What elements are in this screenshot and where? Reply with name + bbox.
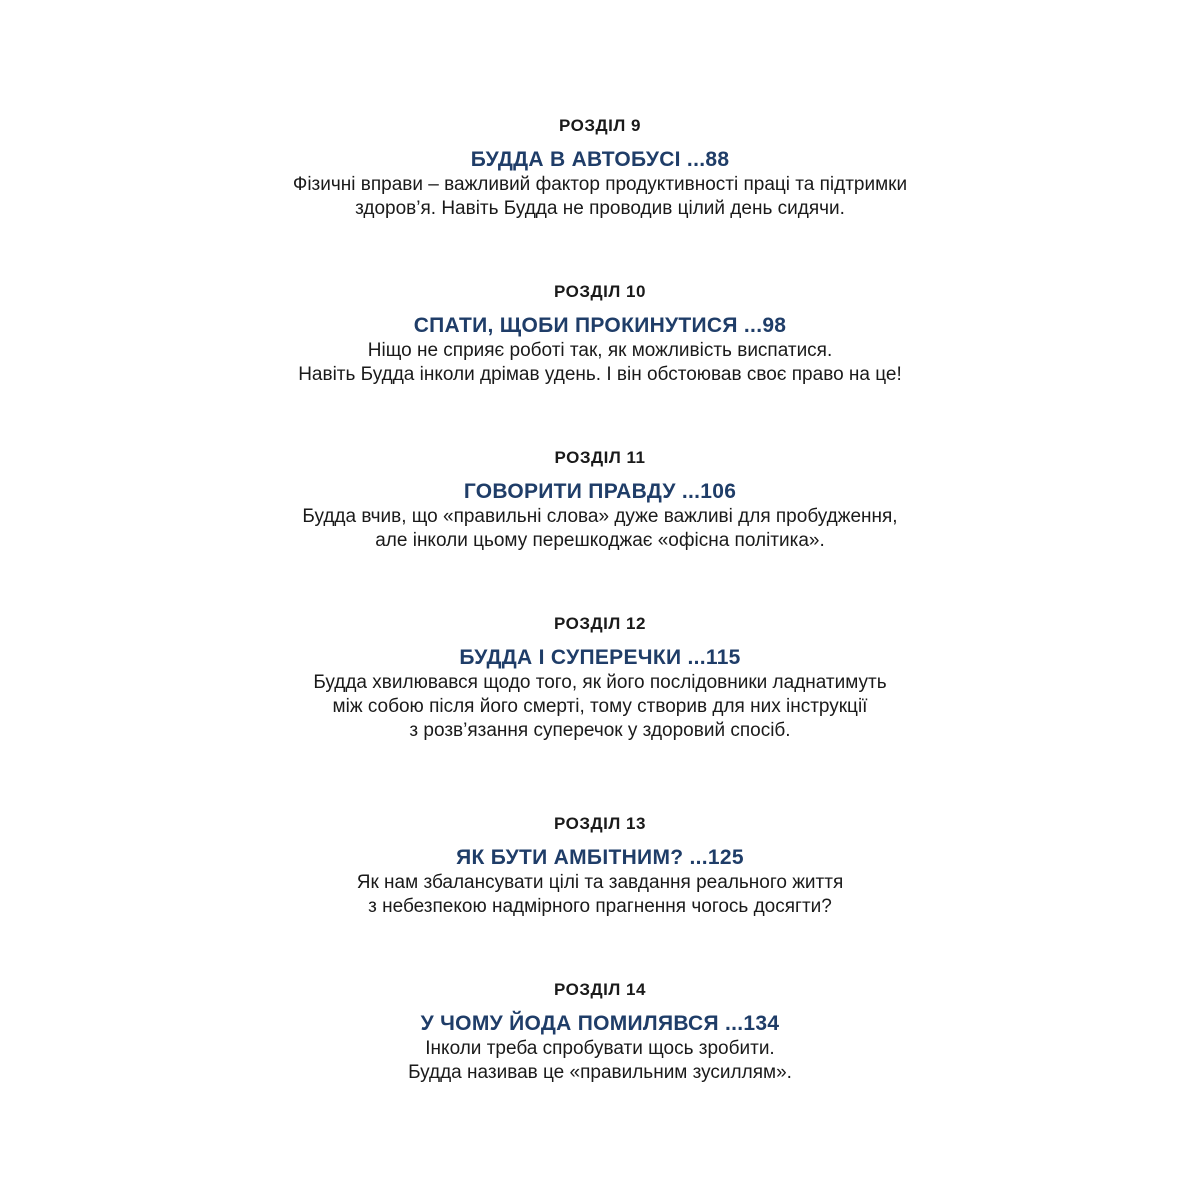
chapter-description	[0, 671, 1200, 743]
chapter-entry-13	[0, 812, 1200, 919]
chapter-title-link[interactable]: ЯК БУТИ АМБІТНИМ? ...125	[456, 846, 744, 869]
description-line: Будда хвилювався щодо того, як його послідовники ладнатимуть	[313, 672, 887, 693]
description-line: з розв’язання суперечок у здоровий спосіб.	[409, 720, 791, 741]
chapter-description	[0, 871, 1200, 919]
description-line: Ніщо не сприяє роботі так, як можливість виспатися.	[367, 340, 833, 361]
chapter-entry-10	[0, 280, 1200, 387]
chapter-title-link[interactable]: У ЧОМУ ЙОДА ПОМИЛЯВСЯ ...134	[420, 1012, 780, 1035]
chapter-entry-11	[0, 446, 1200, 553]
chapter-title-link[interactable]: ГОВОРИТИ ПРАВДУ ...106	[463, 480, 737, 503]
chapter-title-link[interactable]: БУДДА В АВТОБУСІ ...88	[470, 148, 730, 171]
chapter-description	[0, 1037, 1200, 1085]
chapter-title-link[interactable]: БУДДА І СУПЕРЕЧКИ ...115	[459, 646, 741, 669]
description-line: але інколи цьому перешкоджає «офісна політика».	[375, 530, 825, 551]
description-line: Інколи треба спробувати щось зробити.	[425, 1038, 775, 1059]
chapter-label: РОЗДІЛ 13	[554, 814, 646, 833]
chapter-entry-12	[0, 612, 1200, 743]
description-line: Будда називав це «правильним зусиллям».	[408, 1062, 792, 1083]
chapter-description	[0, 339, 1200, 387]
description-line: здоров’я. Навіть Будда не проводив цілий день сидячи.	[355, 198, 845, 219]
description-line: Фізичні вправи – важливий фактор продуктивності праці та підтримки	[292, 174, 908, 195]
chapter-label: РОЗДІЛ 12	[554, 614, 646, 633]
chapter-label: РОЗДІЛ 14	[554, 980, 646, 999]
chapter-label: РОЗДІЛ 10	[554, 282, 646, 301]
description-line: Як нам збалансувати цілі та завдання реального життя	[356, 872, 844, 893]
description-line: Будда вчив, що «правильні слова» дуже важливі для пробудження,	[302, 506, 898, 527]
description-line: Навіть Будда інколи дрімав удень. І він обстоював своє право на це!	[298, 364, 902, 385]
chapter-description	[0, 505, 1200, 553]
chapter-description	[0, 173, 1200, 221]
description-line: з небезпекою надмірного прагнення чогось досягти?	[368, 896, 832, 917]
chapter-entry-14	[0, 978, 1200, 1085]
chapter-title-link[interactable]: СПАТИ, ЩОБИ ПРОКИНУТИСЯ ...98	[413, 314, 787, 337]
chapter-entry-9	[0, 114, 1200, 221]
description-line: між собою після його смерті, тому створив для них інструкції	[332, 696, 868, 717]
chapter-label: РОЗДІЛ 11	[554, 448, 646, 467]
chapter-label: РОЗДІЛ 9	[559, 116, 641, 135]
